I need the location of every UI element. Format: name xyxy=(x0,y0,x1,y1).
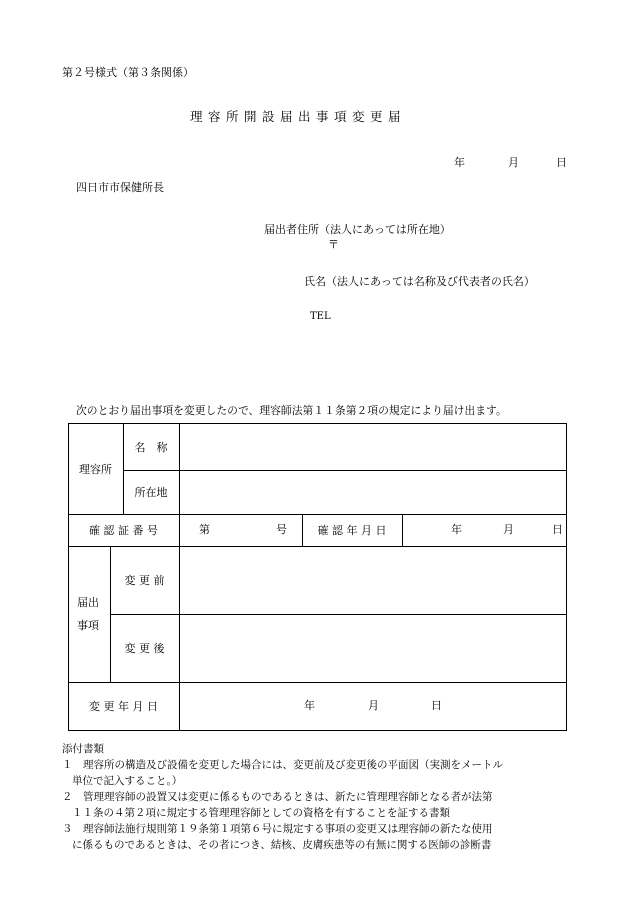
change-date-label: 変 更 年 月 日 xyxy=(89,700,158,713)
statement: 次のとおり届出事項を変更したので、理容師法第１１条第２項の規定により届け出ます。 xyxy=(76,404,507,417)
cert-prefix: 第 xyxy=(199,523,210,536)
applicant-name-label: 氏名（法人にあっては名称及び代表者の氏名） xyxy=(304,275,535,288)
shop-name-field[interactable] xyxy=(179,423,566,470)
shop-name-label: 名 称 xyxy=(134,440,168,454)
after-change-label: 変 更 後 xyxy=(124,642,165,655)
cert-date-year: 年 xyxy=(451,523,462,536)
attachment-item-3-line2: に係るものであるときは、その者につき、結核、皮膚疾患等の有無に関する医師の診断書 xyxy=(72,839,492,851)
after-change-field[interactable] xyxy=(179,614,566,682)
postal-mark: 〒 xyxy=(328,238,339,251)
cert-date-label: 確 認 年 月 日 xyxy=(317,524,387,537)
attachment-item-2-line2: １１条の４第２項に規定する管理理容師としての資格を有することを証する書類 xyxy=(72,807,450,819)
cert-number-label: 確 認 証 番 号 xyxy=(89,524,158,537)
tel-label: TEL xyxy=(310,311,331,322)
cert-date-month: 月 xyxy=(503,523,514,536)
addressee: 四日市市保健所長 xyxy=(76,181,164,194)
page-title: 理容所開設届出事項変更届 xyxy=(190,109,407,124)
attachment-item-1-line1: １ 理容所の構造及び設備を変更した場合には、変更前及び変更後の平面図（実測をメートル xyxy=(62,759,503,771)
cert-suffix: 号 xyxy=(276,523,287,536)
date-year-label: 年 xyxy=(454,156,465,169)
before-change-field[interactable] xyxy=(179,546,566,614)
before-change-label: 変 更 前 xyxy=(124,574,165,587)
notification-label-line1: 届出 xyxy=(77,596,99,609)
notification-label-line2: 事項 xyxy=(77,619,99,632)
attachment-item-2-line1: ２ 管理理容師の設置又は変更に係るものであるときは、新たに管理理容師となる者が法第 xyxy=(62,791,493,803)
cert-date-day: 日 xyxy=(552,523,563,536)
shop-location-label: 所在地 xyxy=(134,486,168,499)
attachment-item-3-line1: ３ 理容師法施行規則第１９条第１項第６号に規定する事項の変更又は理容師の新たな使用 xyxy=(62,823,493,835)
change-date-day: 日 xyxy=(431,699,442,712)
address-label: 届出者住所（法人にあっては所在地） xyxy=(264,223,451,236)
shop-location-field[interactable] xyxy=(179,470,566,514)
attachment-item-1-line2: 単位で記入すること。） xyxy=(72,775,183,787)
shop-label: 理容所 xyxy=(79,462,112,476)
date-day-label: 日 xyxy=(556,156,567,169)
date-month-label: 月 xyxy=(508,156,519,169)
form-number: 第２号様式（第３条関係） xyxy=(62,66,194,79)
attachments-section xyxy=(62,741,574,853)
change-date-month: 月 xyxy=(368,699,379,712)
attachments-heading: 添付書類 xyxy=(62,743,104,755)
change-date-year: 年 xyxy=(304,699,315,712)
